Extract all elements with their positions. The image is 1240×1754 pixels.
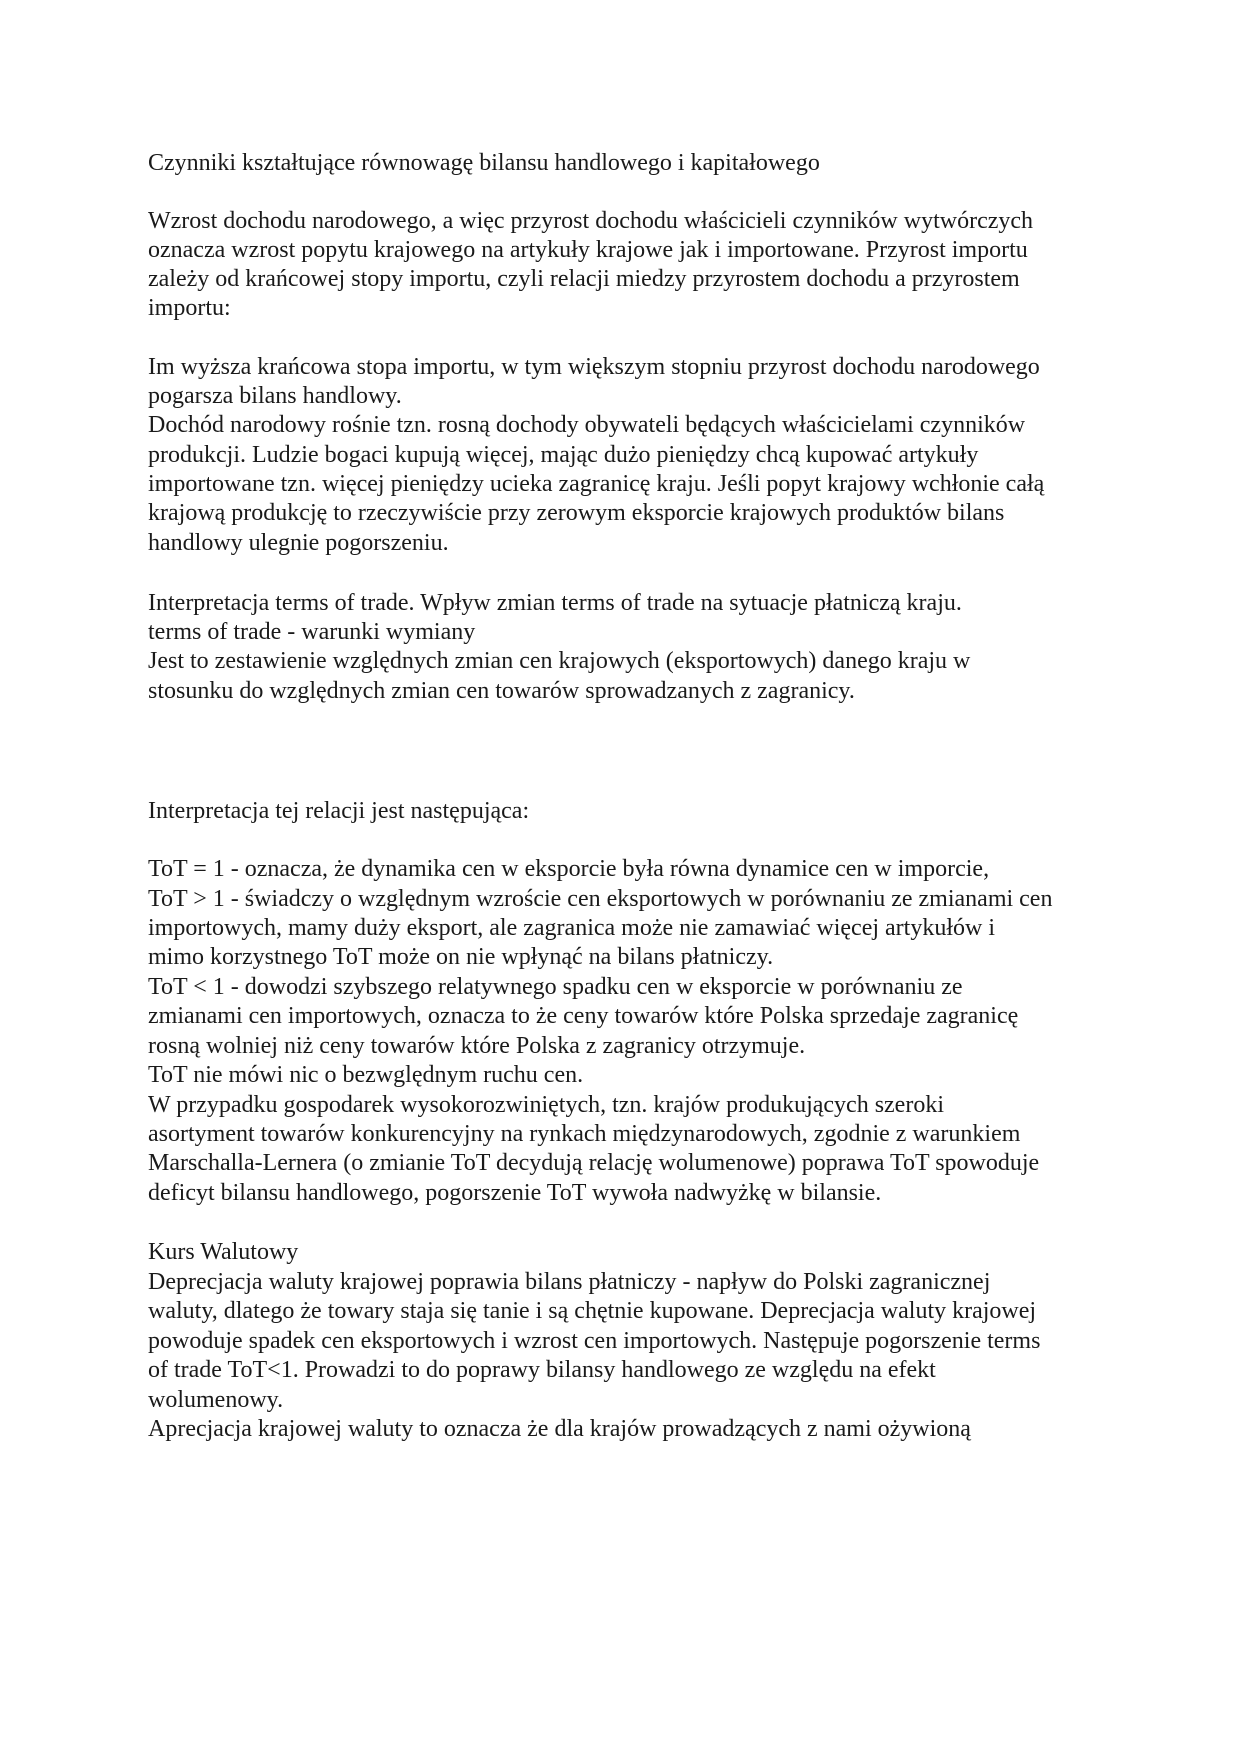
text-line: terms of trade - warunki wymiany [148, 619, 476, 645]
text-line: importowane tzn. więcej pieniędzy ucieka zagranicę kraju. Jeśli popyt krajowy wchłonie całą [148, 471, 1045, 497]
text-line: of trade ToT<1. Prowadzi to do poprawy bilansy handlowego ze względu na efekt [148, 1357, 936, 1383]
text-line: rosną wolniej niż ceny towarów które Polska z zagranicy otrzymuje. [148, 1033, 806, 1059]
text-line: deficyt bilansu handlowego, pogorszenie ToT wywoła nadwyżkę w bilansie. [148, 1180, 882, 1206]
text-line: Interpretacja tej relacji jest następująca: [148, 798, 530, 824]
text-line: stosunku do względnych zmian cen towarów sprowadzanych z zagranicy. [148, 678, 855, 704]
text-line: Marschalla-Lernera (o zmianie ToT decydują relację wolumenowe) poprawa ToT spowoduje [148, 1150, 1040, 1176]
text-line: pogarsza bilans handlowy. [148, 383, 402, 409]
text-line: Interpretacja terms of trade. Wpływ zmian terms of trade na sytuacje płatniczą kraju. [148, 590, 962, 616]
text-line: zależy od krańcowej stopy importu, czyli relacji miedzy przyrostem dochodu a przyrostem [148, 266, 1020, 292]
text-line: oznacza wzrost popytu krajowego na artykuły krajowe jak i importowane. Przyrost importu [148, 237, 1028, 263]
text-line: mimo korzystnego ToT może on nie wpłynąć na bilans płatniczy. [148, 944, 774, 970]
text-line: ToT = 1 - oznacza, że dynamika cen w eksporcie była równa dynamice cen w imporcie, [148, 856, 990, 882]
text-line: W przypadku gospodarek wysokorozwiniętych, tzn. krajów produkujących szeroki [148, 1092, 944, 1118]
section-heading: Kurs Walutowy [148, 1239, 299, 1265]
text-line: Deprecjacja waluty krajowej poprawia bilans płatniczy - napływ do Polski zagranicznej [148, 1269, 991, 1295]
text-line: krajową produkcję to rzeczywiście przy zerowym eksporcie krajowych produktów bilans [148, 500, 1005, 526]
text-line: asortyment towarów konkurencyjny na rynkach międzynarodowych, zgodnie z warunkiem [148, 1121, 1021, 1147]
text-line: Dochód narodowy rośnie tzn. rosną dochody obywateli będących właścicielami czynników [148, 412, 1026, 438]
document-title: Czynniki kształtujące równowagę bilansu handlowego i kapitałowego [148, 150, 820, 176]
text-line: Jest to zestawienie względnych zmian cen krajowych (eksportowych) danego kraju w [148, 648, 971, 674]
text-line: Aprecjacja krajowej waluty to oznacza że dla krajów prowadzących z nami ożywioną [148, 1416, 971, 1442]
text-line: ToT < 1 - dowodzi szybszego relatywnego spadku cen w eksporcie w porównaniu ze [148, 974, 963, 1000]
text-line: importu: [148, 295, 231, 321]
text-line: waluty, dlatego że towary staja się tanie i są chętnie kupowane. Deprecjacja waluty krajowej [148, 1298, 1037, 1324]
text-line: zmianami cen importowych, oznacza to że ceny towarów które Polska sprzedaje zagranicę [148, 1003, 1019, 1029]
text-line: wolumenowy. [148, 1387, 284, 1413]
text-line: Wzrost dochodu narodowego, a więc przyrost dochodu właścicieli czynników wytwórczych [148, 208, 1034, 234]
text-line: produkcji. Ludzie bogaci kupują więcej, mając dużo pieniędzy chcą kupować artykuły [148, 442, 979, 468]
text-line: handlowy ulegnie pogorszeniu. [148, 530, 449, 556]
text-line: ToT nie mówi nic o bezwględnym ruchu cen. [148, 1062, 584, 1088]
text-line: Im wyższa krańcowa stopa importu, w tym większym stopniu przyrost dochodu narodowego [148, 354, 1040, 380]
text-line: ToT > 1 - świadczy o względnym wzroście cen eksportowych w porównaniu ze zmianami cen [148, 886, 1053, 912]
text-line: powoduje spadek cen eksportowych i wzrost cen importowych. Następuje pogorszenie terms [148, 1328, 1041, 1354]
text-line: importowych, mamy duży eksport, ale zagranica może nie zamawiać więcej artykułów i [148, 915, 995, 941]
